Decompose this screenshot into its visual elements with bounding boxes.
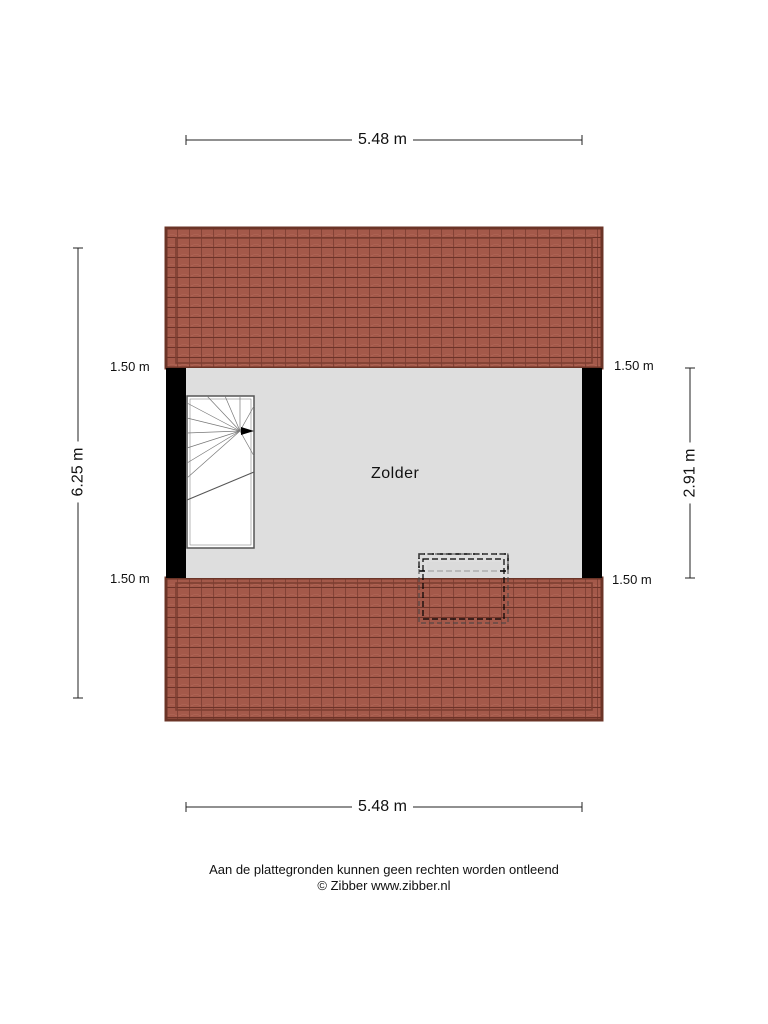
dimension-bottom-label: 5.48 m	[352, 799, 413, 815]
roof-upper	[166, 228, 602, 368]
edge-label-left-lower: 1.50 m	[110, 571, 150, 586]
wall-right	[582, 368, 602, 578]
staircase	[187, 396, 254, 548]
footer	[0, 862, 768, 894]
footer-disclaimer: Aan de plattegronden kunnen geen rechten worden ontleend	[209, 862, 559, 877]
edge-label-left-upper: 1.50 m	[110, 359, 150, 374]
dimension-left-label: 6.25 m	[70, 442, 86, 503]
dimension-top-label: 5.48 m	[352, 132, 413, 148]
edge-label-right-lower: 1.50 m	[612, 572, 652, 587]
edge-label-right-upper: 1.50 m	[614, 358, 654, 373]
room-label-zolder: Zolder	[371, 465, 420, 482]
wall-left	[166, 368, 186, 578]
roof-lower	[166, 578, 602, 720]
dimension-right-label: 2.91 m	[682, 443, 698, 504]
footer-copyright: © Zibber www.zibber.nl	[317, 878, 451, 893]
